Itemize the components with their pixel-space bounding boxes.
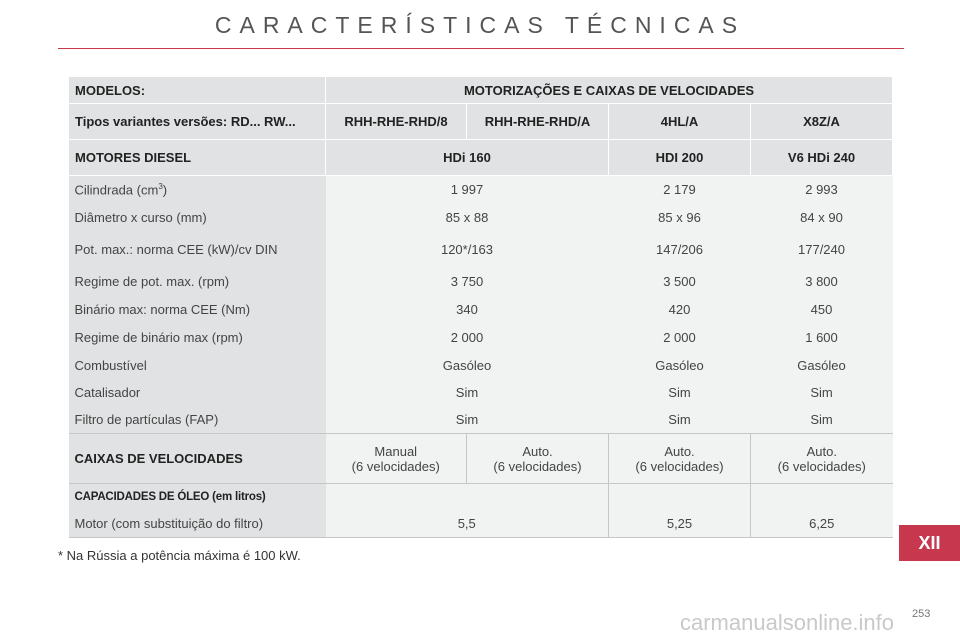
models-header: MODELOS:	[69, 77, 326, 104]
table-row	[69, 296, 893, 324]
row-value: 420	[609, 296, 751, 324]
gearbox-cell: Manual (6 velocidades)	[326, 434, 467, 484]
gearbox-cell: Auto. (6 velocidades)	[467, 434, 609, 484]
row-value: 2 000	[326, 324, 609, 352]
row-value: 1 997	[326, 176, 609, 204]
engine-cell: HDi 160	[326, 140, 609, 176]
row-value: 340	[326, 296, 609, 324]
row-value: 2 179	[609, 176, 751, 204]
row-label: Motor (com substituição do filtro)	[69, 511, 326, 538]
footnote: * Na Rússia a potência máxima é 100 kW.	[58, 548, 301, 563]
table-row	[69, 176, 893, 204]
header-row	[69, 77, 893, 104]
row-value: 3 500	[609, 268, 751, 296]
row-value: 120*/163	[326, 232, 609, 268]
variant-cell: RHH-RHE-RHD/A	[467, 104, 609, 140]
row-value: 5,5	[326, 511, 609, 538]
engine-cell: HDI 200	[609, 140, 751, 176]
row-label: Diâmetro x curso (mm)	[69, 204, 326, 232]
oil-capacity-row	[69, 511, 893, 538]
row-value: Sim	[751, 379, 893, 406]
table-row	[69, 204, 893, 232]
row-value: 85 x 96	[609, 204, 751, 232]
chapter-tab: XII	[899, 525, 960, 561]
table-row	[69, 324, 893, 352]
table-row	[69, 352, 893, 379]
row-value: Gasóleo	[751, 352, 893, 379]
gearbox-cell: Auto. (6 velocidades)	[751, 434, 893, 484]
table-row	[69, 406, 893, 434]
variants-label: Tipos variantes versões: RD... RW...	[69, 104, 326, 140]
row-value: 177/240	[751, 232, 893, 268]
row-value: 84 x 90	[751, 204, 893, 232]
row-value: Sim	[609, 379, 751, 406]
row-value: 5,25	[609, 511, 751, 538]
watermark: carmanualsonline.info	[680, 610, 895, 635]
row-label: Regime de binário max (rpm)	[69, 324, 326, 352]
diesel-label: MOTORES DIESEL	[69, 140, 326, 176]
row-value: 3 750	[326, 268, 609, 296]
row-label: Filtro de partículas (FAP)	[69, 406, 326, 434]
page-title: CARACTERÍSTICAS TÉCNICAS	[214, 12, 746, 38]
table-row	[69, 379, 893, 406]
row-value: 2 000	[609, 324, 751, 352]
gearbox-label: CAIXAS DE VELOCIDADES	[69, 434, 326, 484]
table-row	[69, 232, 893, 268]
row-value: 450	[751, 296, 893, 324]
row-value: Sim	[609, 406, 751, 434]
row-value: Sim	[326, 406, 609, 434]
row-value: 147/206	[609, 232, 751, 268]
variants-row	[69, 104, 893, 140]
variant-cell: 4HL/A	[609, 104, 751, 140]
row-value: Sim	[751, 406, 893, 434]
row-value: 6,25	[751, 511, 893, 538]
row-label: Catalisador	[69, 379, 326, 406]
row-label: Pot. max.: norma CEE (kW)/cv DIN	[69, 232, 326, 268]
variant-cell: X8Z/A	[751, 104, 893, 140]
row-value: 85 x 88	[326, 204, 609, 232]
title-divider	[58, 48, 904, 49]
specifications-table	[68, 76, 893, 538]
page-number: 253	[912, 608, 931, 620]
row-label: Binário max: norma CEE (Nm)	[69, 296, 326, 324]
diesel-engines-row	[69, 140, 893, 176]
table-row	[69, 268, 893, 296]
row-label: Cilindrada $(cm^3)$	[69, 176, 326, 204]
row-value: Sim	[326, 379, 609, 406]
oil-capacities-label: CAPACIDADES DE ÓLEO (em litros)	[69, 484, 326, 511]
gearbox-cell: Auto. (6 velocidades)	[609, 434, 751, 484]
oil-header-row	[69, 484, 893, 511]
row-value: Gasóleo	[609, 352, 751, 379]
variant-cell: RHH-RHE-RHD/8	[326, 104, 467, 140]
row-value: 2 993	[751, 176, 893, 204]
row-label: Regime de pot. max. (rpm)	[69, 268, 326, 296]
row-value: Gasóleo	[326, 352, 609, 379]
engine-cell: V6 HDi 240	[751, 140, 893, 176]
row-value: 1 600	[751, 324, 893, 352]
gearbox-row	[69, 434, 893, 484]
engines-header: MOTORIZAÇÕES E CAIXAS DE VELOCIDADES	[326, 77, 893, 104]
row-value: 3 800	[751, 268, 893, 296]
row-label: Combustível	[69, 352, 326, 379]
